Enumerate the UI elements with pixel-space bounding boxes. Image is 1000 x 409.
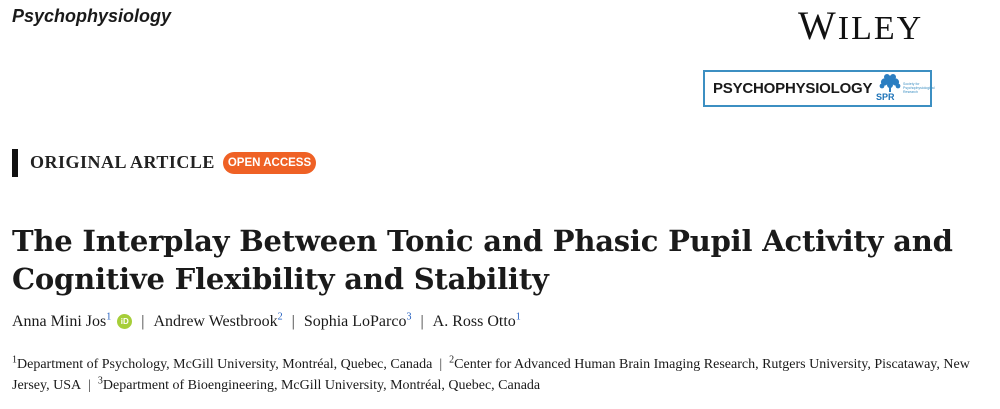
society-name: Society for Psychophysiological Research xyxy=(903,82,935,95)
journal-name: Psychophysiology xyxy=(12,6,172,26)
article-title xyxy=(12,222,987,298)
article-type-bar xyxy=(12,149,18,177)
affiliation-text: Department of Psychology, McGill University, Montréal, Quebec, Canada xyxy=(17,357,433,372)
affiliation-separator: | xyxy=(439,357,443,372)
author-separator: | xyxy=(420,313,424,330)
article-type-label: ORIGINAL ARTICLE xyxy=(30,152,215,172)
author-affiliation-sup[interactable]: 3 xyxy=(406,311,412,323)
author-name[interactable]: Sophia LoParco xyxy=(303,313,407,330)
author-name[interactable]: A. Ross Otto xyxy=(432,313,516,330)
publisher-logo-rest: ILEY xyxy=(837,10,924,47)
author-affiliation-sup[interactable]: 2 xyxy=(277,311,283,323)
author-affiliation-sup[interactable]: 1 xyxy=(106,311,112,323)
article-title-line-2: Cognitive Flexibility and Stability xyxy=(12,262,549,296)
author-list xyxy=(12,313,521,331)
author-name[interactable]: Andrew Westbrook xyxy=(153,313,278,330)
affiliation-sup: 2 xyxy=(449,354,455,366)
publisher-logo xyxy=(798,2,923,49)
author-separator: | xyxy=(141,313,145,330)
affiliation-sup: 3 xyxy=(97,375,103,387)
affiliation-separator: | xyxy=(88,378,91,393)
spr-logo-label: SPR xyxy=(876,92,895,102)
journal-badge-label: PSYCHOPHYSIOLOGY xyxy=(713,80,873,97)
affiliation-list xyxy=(12,354,987,396)
open-access-badge[interactable]: OPEN ACCESS xyxy=(223,152,316,174)
author-affiliation-sup[interactable]: 1 xyxy=(515,311,521,323)
author-separator: | xyxy=(291,313,295,330)
publisher-logo-initial: W xyxy=(798,3,838,48)
affiliation-text: Center for Advanced Human Brain Imaging Research, Rutgers University, Piscataway, New Jersey, USA xyxy=(12,357,970,393)
affiliation-text: Department of Bioengineering, McGill University, Montréal, Quebec, Canada xyxy=(102,378,541,393)
journal-badge[interactable] xyxy=(703,70,935,107)
affiliation-sup: 1 xyxy=(12,354,17,366)
author-name[interactable]: Anna Mini Jos xyxy=(12,313,107,330)
article-title-line-1: The Interplay Between Tonic and Phasic Pupil Activity and xyxy=(12,224,953,258)
orcid-icon[interactable]: iD xyxy=(117,314,132,329)
